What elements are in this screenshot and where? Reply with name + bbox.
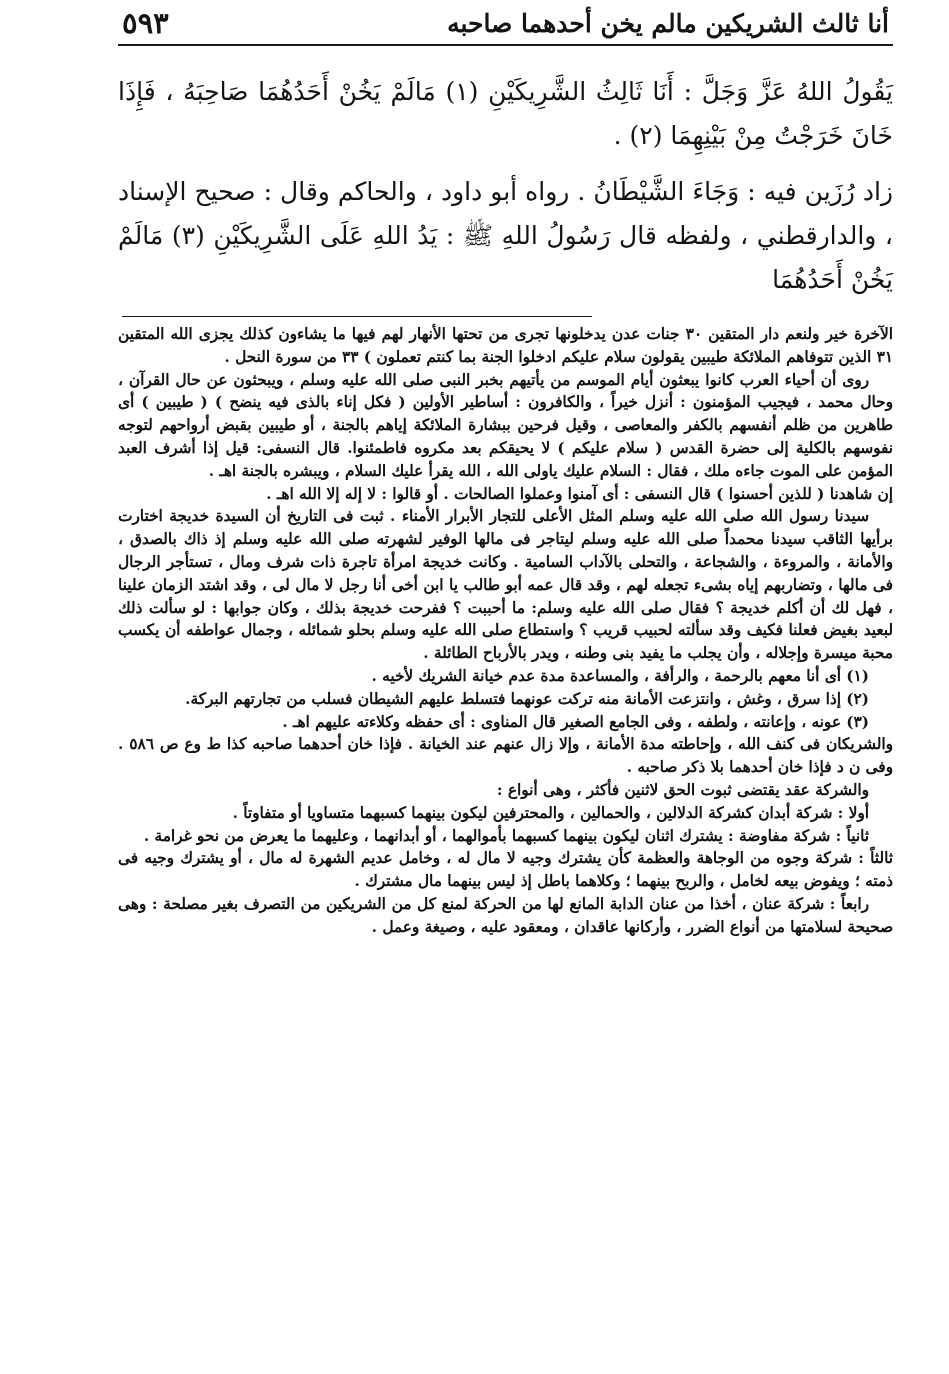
note-paragraph: سيدنا رسول الله صلى الله عليه وسلم المثل الأعلى للتجار الأبرار الأمناء . ثبت فى التاريخ أن السيدة خديجة اختارت برأيها الثاقب سيدنا محمداً صلى الله عليه وسلم ليتاجر فى مالها الوفير لشهرته صلى الله عليه وسلم إذ ذاك بالصدق ، والأمانة ، والمروءة ، والشجاعة ، والتحلى بالآداب السامية . وكانت خديجة امرأة تاجرة ذات شرف ومال ، تستأجر الرجال فى مالها ، وتضاربهم إياه بشىء تجعله لهم ، وقد قال عمه أبو طالب يا ابن أخى أنا رجل لا مال لى ، وقد اشتد الزمان علينا ، فهل لك أن أكلم خديجة ؟ فقال صلى الله عليه وسلم: ما أحببت ؟ ففرحت خديجة بذلك ، وكان جوابها : لو سألت ذلك لبعيد بغيض فعلنا فكيف وقد سألته لحبيب قريب ؟ واستطاع صلى الله عليه وسلم بحلو شمائله ، وجمال عواطفه أن يكسب محبة ميسرة وإجلاله ، وأن يجلب ما يفيد بنى وطنه ، ويدر بالأرباح الطائلة . bbox=[118, 507, 893, 663]
note-paragraph: ثانياً : شركة مفاوضة : يشترك اثنان ليكون بينهما كسبهما بأموالهما ، أو أبدانهما ، وعليهما ما يعرض من نحو غرامة . bbox=[143, 826, 869, 845]
commentary-notes bbox=[118, 323, 893, 939]
footnote-separator bbox=[122, 316, 592, 317]
note-paragraph: إن شاهدنا ( للذين أحسنوا ) قال النسفى : أى آمنوا وعملوا الصالحات . أو قالوا : لا إله إلا الله اهـ . bbox=[266, 484, 893, 503]
note-paragraph: أولا : شركة أبدان كشركة الدلالين ، والحمالين ، والمحترفين ليكون بينهما كسبهما متساويا أو متفاوتاً . bbox=[232, 803, 869, 822]
running-header bbox=[118, 4, 893, 42]
note-paragraph: والشركة عقد يقتضى ثبوت الحق لاثنين فأكثر ، وهى أنواع : bbox=[496, 780, 869, 799]
footnote-2: (٢) إذا سرق ، وغش ، وانتزعت الأمانة منه تركت عونهما فتسلط عليهم الشيطان فسلب من تجارتهم البركة. bbox=[185, 689, 869, 708]
note-paragraph: رابعاً : شركة عنان ، أخذا من عنان الدابة المانع لها من الحركة لمنع كل من الشريكين من التصرف بغير مصلحة : وهى صحيحة لسلامتها من أنواع الضرر ، وأركانها عاقدان ، ومعقود عليه ، وصيغة وعمل . bbox=[118, 894, 893, 936]
note-paragraph: روى أن أحياء العرب كانوا يبعثون أيام الموسم من يأتيهم بخبر النبى صلى الله عليه وسلم ، ويبحثون عن حال القرآن ، وحال محمد ، فيجيب المؤمنون : أنزل خيراً ، والكافرون : أساطير الأولين ( فكل إناء بالذى فيه ينضح ) ( طيبين ) أى طاهرين من ظلم أنفسهم بالكفر والمعاصى ، وقيل فرحين ببشارة الملائكة إياهم بالجنة ، أو طيبين بقبض أرواحهم لتوجه نفوسهم بالكلية إلى حضرة القدس ( سلام عليكم ) لا يحيقكم بعد مكروه فاطمئنوا. قال النسفى: قيل إذا أشرف العبد المؤمن على الموت جاءه ملك ، فقال : السلام عليك ياولى الله ، الله يقرأ عليك السلام ، ويبشره بالجنة اهـ . bbox=[118, 370, 893, 480]
page-number: ٥٩٣ bbox=[122, 6, 169, 40]
note-paragraph: والشريكان فى كنف الله ، وإحاطته مدة الأمانة ، وإلا زال عنهم عند الخيانة . فإذا خان أحدهما صاحبه كذا ط وع ص ٥٨٦ . وفى ن د فإذا خان أحدهما بلا ذكر صاحبه . bbox=[118, 735, 893, 777]
running-title: أنا ثالث الشريكين مالم يخن أحدهما صاحبه bbox=[447, 8, 889, 38]
footnote-3: (٣) عونه ، وإعانته ، ولطفه ، وفى الجامع الصغير قال المناوى : أى حفظه وكلاءته عليهم اهـ . bbox=[282, 712, 869, 731]
hadith-paragraph: يَقُولُ اللهُ عَزَّ وَجَلَّ : أَنَا ثَالِثُ الشَّرِيكَيْنِ (١) مَالَمْ يَخُنْ أَحَدُهُمَا صَاحِبَهُ ، فَإِذَا خَانَ خَرَجْتُ مِنْ بَيْنِهِمَا (٢) . bbox=[118, 77, 894, 150]
note-paragraph: ثالثاً : شركة وجوه من الوجاهة والعظمة كأن يشترك وجيه لا مال له ، وخامل عديم الشهرة له مال ، أو يشترك وجيه فى ذمته ؛ ويفوض بيعه لخامل ، والربح بينهما ؛ وكلاهما باطل إذ ليس بينهما مال مشترك . bbox=[118, 849, 893, 891]
hadith-text bbox=[118, 70, 893, 302]
hadith-paragraph: زاد رُزَين فيه : وَجَاءَ الشَّيْطَانُ . رواه أبو داود ، والحاكم وقال : صحيح الإسناد ، والدارقطني ، ولفظه قال رَسُولُ اللهِ ﷺ : يَدُ اللهِ عَلَى الشَّرِيكَيْنِ (٣) مَالَمْ يَخُنْ أَحَدُهُمَا bbox=[118, 177, 893, 294]
note-paragraph: الآخرة خير ولنعم دار المتقين ٣٠ جنات عدن يدخلونها تجرى من تحتها الأنهار لهم فيها ما يشاءون كذلك يجزى الله المتقين ٣١ الذين تتوفاهم الملائكة طيبين يقولون سلام عليكم ادخلوا الجنة بما كنتم تعملون ) ٣٣ من سورة النحل . bbox=[118, 325, 893, 366]
footnote-1: (١) أى أنا معهم بالرحمة ، والرأفة ، والمساعدة مدة عدم خيانة الشريك لأخيه . bbox=[371, 666, 869, 685]
header-rule bbox=[118, 44, 893, 46]
